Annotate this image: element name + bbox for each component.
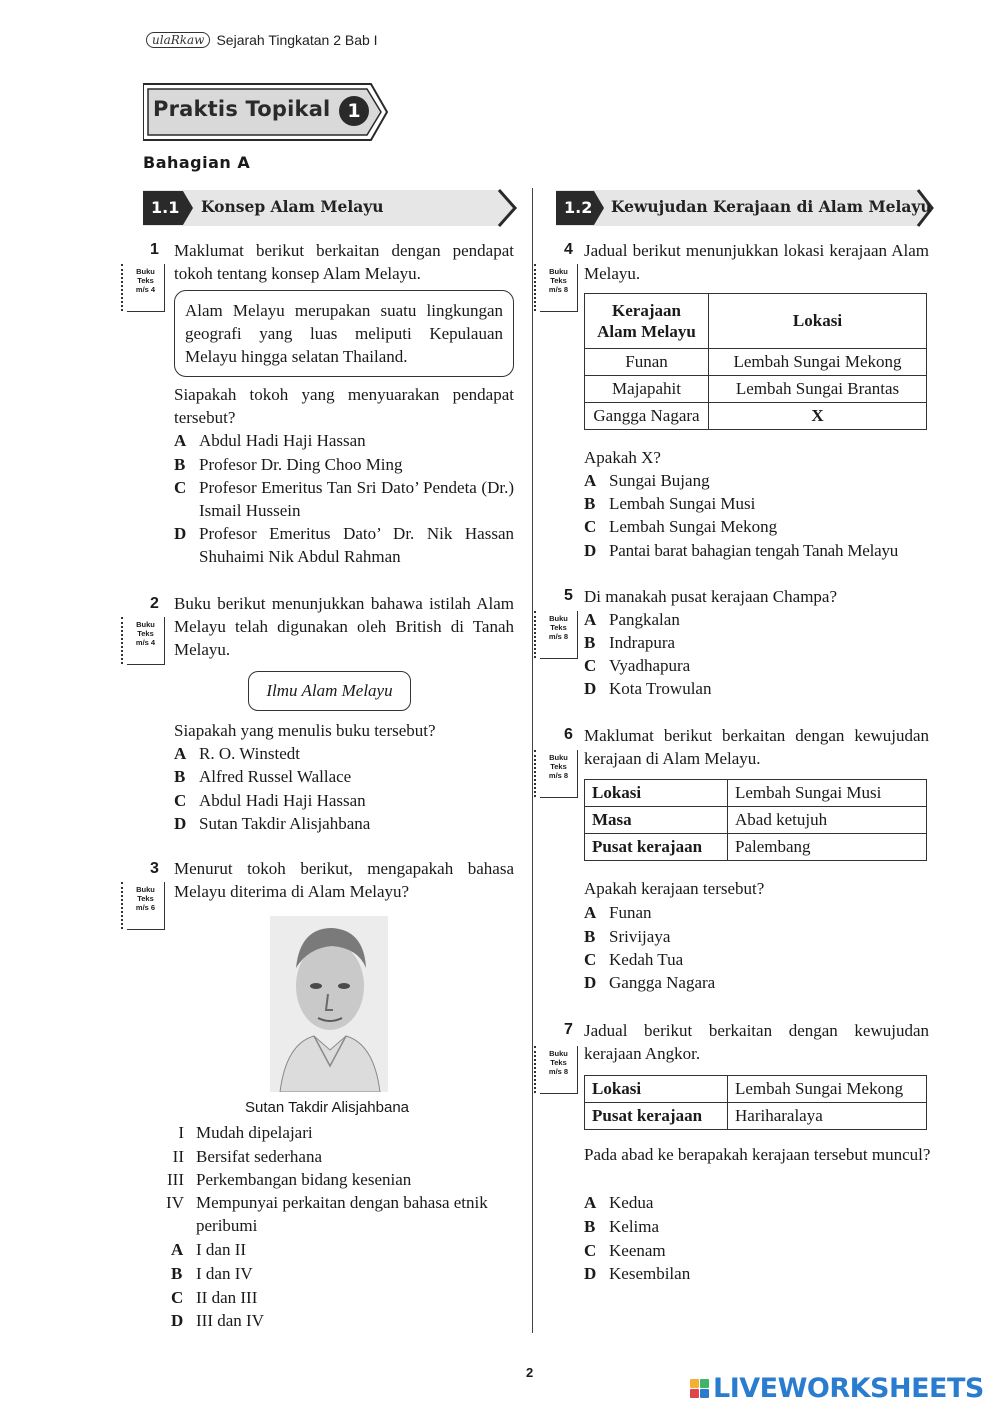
option-label: D [174, 524, 187, 543]
option-text: Alfred Russel Wallace [199, 767, 352, 786]
table-row-header: Lokasi [585, 780, 728, 807]
statement-iv [165, 1191, 515, 1237]
option-a[interactable] [584, 608, 929, 631]
option-label: D [174, 814, 187, 833]
table-row-header: Pusat kerajaan [585, 1103, 728, 1130]
table-row [585, 1103, 927, 1130]
statement-text: Mudah dipelajari [196, 1123, 313, 1142]
topic-number: 1.1 [151, 197, 180, 217]
buku-teks-icon [540, 611, 578, 659]
statement-text: Bersifat sederhana [196, 1147, 323, 1166]
option-text: Kedah Tua [609, 950, 684, 969]
option-label: C [584, 950, 597, 969]
option-b[interactable] [584, 631, 929, 654]
option-b[interactable] [584, 1215, 929, 1238]
table-cell: Lembah Sungai Mekong [728, 1076, 927, 1103]
table-cell: Abad ketujuh [728, 807, 927, 834]
buku-label: Buku [549, 267, 568, 276]
option-d[interactable] [174, 522, 514, 568]
option-text: Srivijaya [609, 927, 671, 946]
option-a[interactable] [584, 1191, 929, 1214]
option-c[interactable] [584, 1239, 929, 1262]
table-cell: Gangga Nagara [585, 403, 709, 430]
option-label: B [584, 927, 596, 946]
option-text: III dan IV [196, 1311, 264, 1330]
option-label: A [174, 744, 187, 763]
option-label: B [584, 633, 596, 652]
table-row [585, 376, 927, 403]
option-text: Lembah Sungai Musi [609, 494, 756, 513]
option-text: Sungai Bujang [609, 471, 710, 490]
option-label: B [171, 1264, 183, 1283]
option-label: A [584, 610, 597, 629]
topic-number: 1.2 [564, 197, 593, 217]
question-stem: Di manakah pusat kerajaan Champa? [584, 587, 838, 606]
option-d[interactable] [584, 1262, 929, 1285]
statement-label: II [172, 1147, 184, 1166]
kerajaan-info-table [584, 779, 927, 861]
table-cell: Majapahit [585, 376, 709, 403]
teks-label: Teks [137, 894, 154, 903]
topic-title: Konsep Alam Melayu [201, 197, 384, 216]
option-text: Keenam [609, 1241, 666, 1260]
option-b[interactable] [171, 1262, 511, 1285]
buku-teks-icon [540, 750, 578, 798]
option-text: Kesembilan [609, 1264, 691, 1283]
table-row-header: Lokasi [585, 1076, 728, 1103]
option-a[interactable] [171, 1238, 511, 1261]
kerajaan-location-table [584, 293, 927, 430]
option-d[interactable] [584, 539, 929, 562]
teks-label: Teks [137, 276, 154, 285]
option-label: A [584, 471, 597, 490]
liveworksheets-wordmark: LIVEWORKSHEETS [713, 1373, 984, 1404]
question-number: 3 [150, 860, 159, 877]
table-row [585, 834, 927, 861]
table-row [585, 403, 927, 430]
question-prompt: Siapakah tokoh yang menyuarakan pendapat tersebut? [174, 385, 514, 427]
option-label: C [584, 656, 597, 675]
buku-label: Buku [136, 620, 155, 629]
table-cell: Lembah Sungai Musi [728, 780, 927, 807]
teks-label: Teks [550, 623, 567, 632]
option-label: C [584, 517, 597, 536]
book-title: Sejarah Tingkatan 2 Bab I [216, 32, 378, 48]
option-a[interactable] [174, 742, 514, 765]
question-number: 7 [564, 1021, 573, 1038]
option-text: Lembah Sungai Mekong [609, 517, 778, 536]
buku-teks-icon [540, 264, 578, 312]
option-c[interactable] [584, 654, 929, 677]
statement-label: III [167, 1170, 184, 1189]
statement-i [165, 1121, 515, 1144]
option-c[interactable] [171, 1286, 511, 1309]
table-cell: Funan [585, 349, 709, 376]
question-stem: Jadual berikut berkaitan dengan kewujudan kerajaan Angkor. [584, 1021, 929, 1063]
option-text: Profesor Emeritus Tan Sri Dato’ Pendeta (Dr.) Ismail Hussein [199, 478, 514, 520]
option-text: Kota Trowulan [609, 679, 712, 698]
page-ref: m/s 4 [135, 638, 156, 647]
statement-text: Perkembangan bidang kesenian [196, 1170, 412, 1189]
buku-teks-icon [127, 617, 165, 665]
option-text: Indrapura [609, 633, 676, 652]
teks-label: Teks [550, 276, 567, 285]
buku-teks-icon [127, 882, 165, 930]
buku-teks-icon [127, 264, 165, 312]
question-number: 4 [564, 241, 573, 258]
option-text: Pantai barat bahagian tengah Tanah Melayu [609, 541, 899, 560]
topic-bar-1-1 [143, 188, 518, 228]
table-row [585, 780, 927, 807]
option-c[interactable] [584, 948, 929, 971]
option-label: B [584, 1217, 596, 1236]
buku-label: Buku [549, 1049, 568, 1058]
section-label: Bahagian A [143, 153, 251, 172]
table-cell: Lembah Sungai Brantas [709, 376, 927, 403]
topic-title: Kewujudan Kerajaan di Alam Melayu [611, 197, 932, 216]
buku-teks-icon [540, 1046, 578, 1094]
option-c[interactable] [584, 515, 929, 538]
teks-label: Teks [550, 1058, 567, 1067]
option-d[interactable] [584, 971, 929, 994]
topic-bar-1-2 [556, 188, 936, 228]
option-b[interactable] [174, 453, 514, 476]
buku-label: Buku [549, 614, 568, 623]
table-row [585, 807, 927, 834]
option-d[interactable] [174, 812, 514, 835]
option-a[interactable] [174, 429, 514, 452]
option-label: C [174, 791, 187, 810]
option-text: Funan [609, 903, 652, 922]
option-text: Profesor Dr. Ding Choo Ming [199, 455, 403, 474]
question-prompt: Apakah kerajaan tersebut? [584, 879, 765, 898]
option-c[interactable] [174, 789, 514, 812]
option-text: I dan IV [196, 1264, 253, 1283]
page-ref: m/s 6 [135, 903, 156, 912]
statement-iii [165, 1168, 515, 1191]
option-b[interactable] [584, 492, 929, 515]
option-text: Vyadhapura [609, 656, 691, 675]
buku-label: Buku [136, 267, 155, 276]
column-divider [532, 188, 533, 1333]
table-row-header: Pusat kerajaan [585, 834, 728, 861]
table-header-row [585, 294, 927, 349]
question-prompt: Pada abad ke berapakah kerajaan tersebut muncul? [584, 1145, 931, 1164]
option-text: I dan II [196, 1240, 247, 1259]
book-title-box: Ilmu Alam Melayu [248, 671, 411, 711]
option-label: C [171, 1288, 184, 1307]
question-number: 6 [564, 726, 573, 743]
question-stem: Maklumat berikut berkaitan dengan pendapat tokoh tentang konsep Alam Melayu. [174, 241, 514, 283]
liveworksheets-logo [690, 1373, 984, 1404]
banner-title: Praktis Topikal [153, 97, 331, 121]
option-label: B [584, 494, 596, 513]
option-label: A [584, 1193, 597, 1212]
option-label: A [584, 903, 597, 922]
portrait-photo [270, 916, 388, 1092]
question-number: 1 [150, 241, 159, 258]
option-b[interactable] [174, 765, 514, 788]
option-b[interactable] [584, 925, 929, 948]
option-text: R. O. Winstedt [199, 744, 301, 763]
statement-label: I [178, 1123, 184, 1142]
question-stem: Maklumat berikut berkaitan dengan kewujudan kerajaan di Alam Melayu. [584, 726, 929, 768]
option-text: Pangkalan [609, 610, 680, 629]
table-cell: Hariharalaya [728, 1103, 927, 1130]
info-box: Alam Melayu merupakan suatu lingkungan geografi yang luas meliputi Kepulauan Melayu hingga selatan Thailand. [174, 290, 514, 377]
option-a[interactable] [584, 469, 929, 492]
option-label: A [174, 431, 187, 450]
option-label: C [584, 1241, 597, 1260]
option-text: Kelima [609, 1217, 660, 1236]
table-row [585, 1076, 927, 1103]
page-ref: m/s 4 [135, 285, 156, 294]
question-number: 5 [564, 587, 573, 604]
buku-label: Buku [549, 753, 568, 762]
page-ref: m/s 8 [548, 1067, 569, 1076]
option-label: A [171, 1240, 184, 1259]
option-text: Kedua [609, 1193, 654, 1212]
option-label: D [584, 1264, 597, 1283]
option-label: B [174, 767, 186, 786]
statement-ii [165, 1145, 515, 1168]
option-text: Abdul Hadi Haji Hassan [199, 431, 366, 450]
option-a[interactable] [584, 901, 929, 924]
page-ref: m/s 8 [548, 632, 569, 641]
option-text: Profesor Emeritus Dato’ Dr. Nik Hassan Shuhaimi Nik Abdul Rahman [199, 524, 514, 566]
teks-label: Teks [137, 629, 154, 638]
banner-number-badge: 1 [339, 96, 369, 126]
question-prompt: Apakah X? [584, 448, 661, 467]
table-cell: Lembah Sungai Mekong [709, 349, 927, 376]
teks-label: Teks [550, 762, 567, 771]
option-label: C [174, 478, 187, 497]
option-text: Gangga Nagara [609, 973, 716, 992]
buku-label: Buku [136, 885, 155, 894]
question-prompt: Siapakah yang menulis buku tersebut? [174, 721, 436, 740]
option-c[interactable] [174, 476, 514, 522]
option-d[interactable] [171, 1309, 511, 1332]
page-number: 2 [526, 1365, 534, 1380]
option-label: D [584, 679, 597, 698]
option-text: Abdul Hadi Haji Hassan [199, 791, 366, 810]
running-header [146, 32, 378, 48]
option-label: D [584, 541, 597, 560]
page-ref: m/s 8 [548, 285, 569, 294]
page-ref: m/s 8 [548, 771, 569, 780]
question-number: 2 [150, 595, 159, 612]
table-row [585, 349, 927, 376]
praktis-topikal-banner [143, 82, 388, 142]
statement-label: IV [166, 1193, 184, 1212]
option-label: D [171, 1311, 184, 1330]
table-header: Kerajaan Alam Melayu [585, 294, 709, 349]
statement-text: Mempunyai perkaitan dengan bahasa etnik peribumi [196, 1193, 488, 1235]
option-text: Sutan Takdir Alisjahbana [199, 814, 371, 833]
question-stem: Menurut tokoh berikut, mengapakah bahasa Melayu diterima di Alam Melayu? [174, 859, 514, 901]
table-cell: Palembang [728, 834, 927, 861]
option-text: II dan III [196, 1288, 258, 1307]
option-label: B [174, 455, 186, 474]
option-label: D [584, 973, 597, 992]
table-cell: X [709, 403, 927, 430]
angkor-info-table [584, 1075, 927, 1130]
table-header: Lokasi [709, 294, 927, 349]
liveworksheets-grid-icon [690, 1379, 709, 1398]
portrait-caption: Sutan Takdir Alisjahbana [245, 1099, 410, 1116]
option-d[interactable] [584, 677, 929, 700]
question-stem: Buku berikut menunjukkan bahawa istilah Alam Melayu telah digunakan oleh British di Tanah Melayu. [174, 594, 514, 659]
publisher-logo: ulaRkaw [146, 32, 210, 48]
table-row-header: Masa [585, 807, 728, 834]
question-stem: Jadual berikut menunjukkan lokasi kerajaan Alam Melayu. [584, 241, 929, 283]
